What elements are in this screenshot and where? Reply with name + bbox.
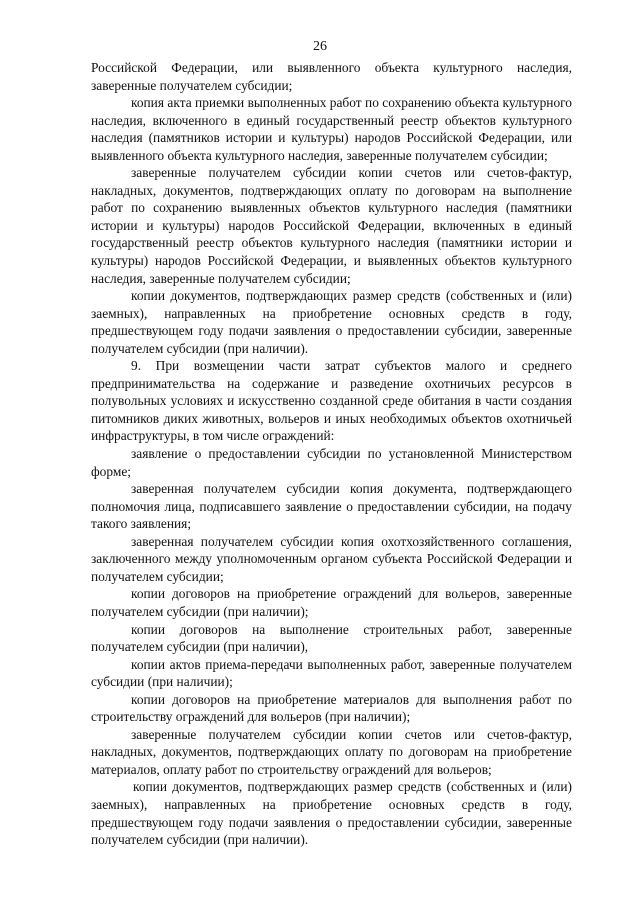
paragraph-continuation: Российской Федерации, или выявленного объекта культурного наследия, заверенные получателем субсидии; — [91, 60, 572, 93]
list-item: заверенная получателем субсидии копия охотхозяйственного соглашения, заключенного между уполномоченным органом субъекта Российской Федерации и получателем субсидии; — [91, 533, 572, 584]
paragraph: копия акта приемки выполненных работ по сохранению объекта культурного наследия, включенного в единый государственный реестр объектов культурного наследия (памятников истории и культуры) народов Российской Федерации, или выявленного объекта культурного наследия, заверенные получателем субсидии; — [91, 95, 572, 163]
list-item: копии договоров на выполнение строительных работ, заверенные получателем субсидии (при наличии), — [91, 621, 572, 655]
list-item: заверенная получателем субсидии копия документа, подтверждающего полномочия лица, подписавшего заявление о предоставлении субсидии, на подачу такого заявления; — [91, 481, 572, 532]
list-item: копии документов, подтверждающих размер средств (собственных и (или) заемных), направленных на приобретение основных средств в году, предшествующем году подачи заявления о предоставлении субсидии, заверенные получателем субсидии (при наличии). — [91, 779, 572, 848]
list-item: заявление о предоставлении субсидии по установленной Министерством форме; — [91, 446, 572, 479]
list-item: заверенные получателем субсидии копии счетов или счетов-фактур, накладных, документов, подтверждающих оплату по договорам на приобретение материалов, оплату работ по строительству ограждений для вольеров; — [91, 726, 572, 777]
document-body — [91, 59, 572, 849]
page-number: 26 — [313, 39, 327, 54]
list-item: копии договоров на приобретение ограждений для вольеров, заверенные получателем субсидии (при наличии); — [91, 586, 572, 619]
paragraph-clause-9: 9. При возмещении части затрат субъектов малого и среднего предпринимательства на содержание и разведение охотничьих ресурсов в полувольных условиях и искусственно созданной среде обитания в части создания питомников диких животных, вольеров и иных необходимых объектов охотничьей инфраструктуры, в том числе ограждений: — [91, 358, 572, 444]
list-item: копии актов приема-передачи выполненных работ, заверенные получателем субсидии (при наличии); — [91, 656, 572, 690]
paragraph: копии документов, подтверждающих размер средств (собственных и (или) заемных), направленных на приобретение основных средств в году, предшествующем году подачи заявления о предоставлении субсидии, заверенные получателем субсидии (при наличии). — [91, 288, 572, 356]
paragraph: заверенные получателем субсидии копии счетов или счетов-фактур, накладных, документов, подтверждающих оплату по договорам на выполнение работ по сохранению выявленных объектов культурного наследия (памятники истории и культуры) народов Российской Федерации, включенных в единый государственный реестр объектов культурного наследия (памятники истории и культуры) народов Российской Федерации, и выявленных объектов культурного наследия, заверенные получателем субсидии; — [91, 165, 572, 286]
list-item: копии договоров на приобретение материалов для выполнения работ по строительству ограждений для вольеров (при наличии); — [91, 691, 572, 725]
